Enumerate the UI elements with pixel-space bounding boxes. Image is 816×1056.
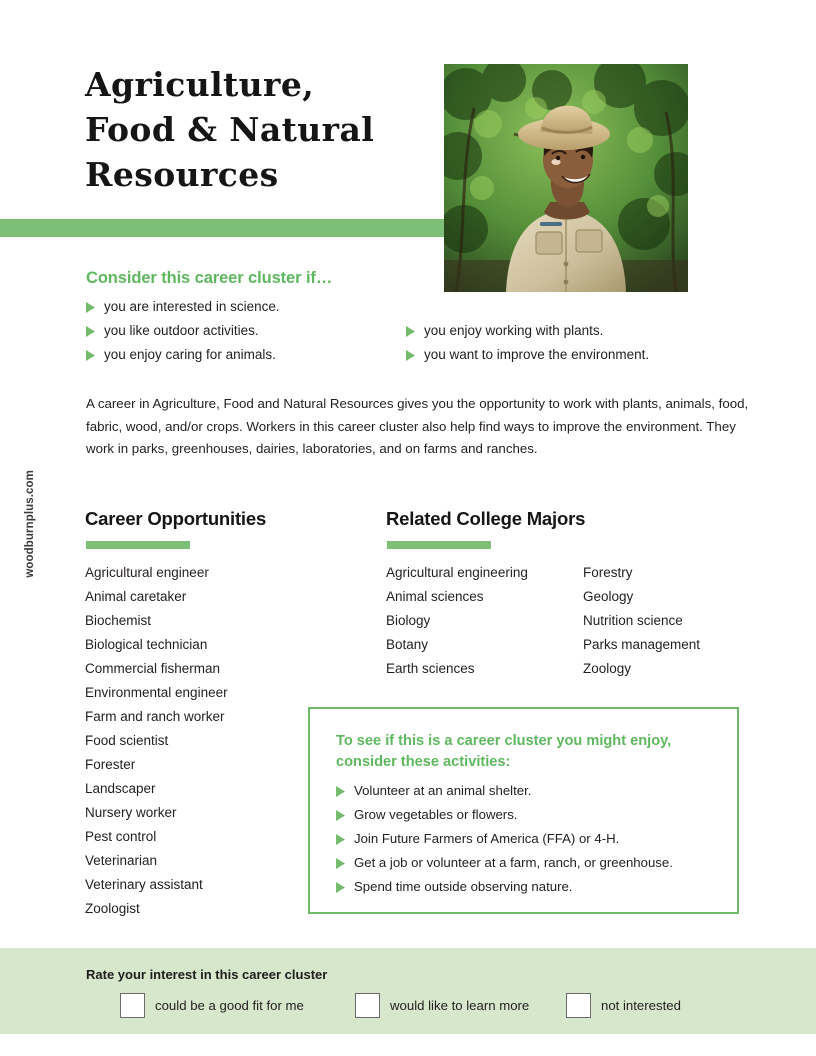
- rating-option-learn-more[interactable]: [355, 993, 529, 1018]
- list-item: Nutrition science: [583, 613, 683, 628]
- list-item: Botany: [386, 637, 429, 652]
- rating-option-not-interested[interactable]: [566, 993, 681, 1018]
- rating-option-label: could be a good fit for me: [155, 998, 304, 1013]
- list-item: Biochemist: [85, 613, 152, 628]
- rating-checkbox-learn-more[interactable]: [355, 993, 380, 1018]
- activities-callout-box: [308, 707, 739, 914]
- list-item: Forester: [85, 757, 136, 772]
- list-item: [336, 878, 726, 902]
- careers-heading-rule: [86, 541, 190, 549]
- list-item-label: Volunteer at an animal shelter.: [354, 783, 532, 798]
- consider-list-left: [86, 298, 396, 370]
- list-item: Farm and ranch worker: [85, 709, 225, 724]
- rating-option-good-fit[interactable]: [120, 993, 304, 1018]
- list-item: Zoologist: [85, 901, 140, 916]
- list-item: Animal sciences: [386, 589, 484, 604]
- list-item-label: you are interested in science.: [104, 299, 280, 314]
- list-item: Forestry: [583, 565, 633, 580]
- list-item: Agricultural engineer: [85, 565, 209, 580]
- majors-heading-rule: [387, 541, 491, 549]
- intro-paragraph: A career in Agriculture, Food and Natural Resources gives you the opportunity to work with plants, animals, food, fabric, wood, and/or crops. Workers in this career cluster also help find ways to improve the environment. They work in parks, greenhouses, dairies, laboratories, and on farms and ranches.: [86, 396, 749, 456]
- list-item: Nursery worker: [85, 805, 177, 820]
- list-item-label: Join Future Farmers of America (FFA) or 4-H.: [354, 831, 620, 846]
- rating-option-label: not interested: [601, 998, 681, 1013]
- majors-heading: Related College Majors: [386, 508, 586, 529]
- rating-checkbox-not-interested[interactable]: [566, 993, 591, 1018]
- triangle-bullet-icon: [336, 810, 345, 821]
- list-item-label: you want to improve the environment.: [424, 347, 650, 362]
- list-item: Environmental engineer: [85, 685, 228, 700]
- triangle-bullet-icon: [336, 882, 345, 893]
- majors-list-column-b: [583, 561, 773, 681]
- list-item: Parks management: [583, 637, 701, 652]
- list-item: Food scientist: [85, 733, 169, 748]
- page-title: [85, 62, 455, 197]
- triangle-bullet-icon: [86, 350, 95, 361]
- list-item-label: you like outdoor activities.: [104, 323, 259, 338]
- triangle-bullet-icon: [336, 834, 345, 845]
- list-item: [336, 782, 726, 806]
- title-divider-rule: [0, 219, 444, 237]
- list-item: [86, 346, 396, 370]
- list-item: [336, 854, 726, 878]
- list-item: [336, 830, 726, 854]
- list-item: Zoology: [583, 661, 632, 676]
- careers-heading: Career Opportunities: [85, 508, 267, 529]
- list-item-label: Spend time outside observing nature.: [354, 879, 573, 894]
- rating-option-label: would like to learn more: [390, 998, 530, 1013]
- list-item: Landscaper: [85, 781, 156, 796]
- rating-checkbox-good-fit[interactable]: [120, 993, 145, 1018]
- list-item-label: you enjoy caring for animals.: [104, 347, 276, 362]
- list-item: [406, 322, 736, 346]
- list-item-label: Get a job or volunteer at a farm, ranch, or greenhouse.: [354, 855, 673, 870]
- list-item: Animal caretaker: [85, 589, 187, 604]
- consider-list-right: [406, 322, 736, 370]
- triangle-bullet-icon: [336, 858, 345, 869]
- list-item: Geology: [583, 589, 634, 604]
- list-item: [336, 806, 726, 830]
- rating-band: [0, 948, 816, 1034]
- list-item: Commercial fisherman: [85, 661, 221, 676]
- list-item: Agricultural engineering: [386, 565, 528, 580]
- site-credit: woodburnplus.com: [24, 470, 36, 578]
- page-title-line-3: Resources: [85, 155, 279, 194]
- majors-list-column-a: [386, 561, 576, 681]
- activities-list: [336, 782, 726, 902]
- triangle-bullet-icon: [86, 302, 95, 313]
- list-item: Veterinary assistant: [85, 877, 203, 892]
- list-item: Earth sciences: [386, 661, 475, 676]
- consider-heading: Consider this career cluster if…: [86, 269, 333, 287]
- hero-photo-illustration: [444, 64, 688, 292]
- activities-title: To see if this is a career cluster you might enjoy, consider these activities:: [336, 733, 672, 770]
- triangle-bullet-icon: [336, 786, 345, 797]
- list-item: [86, 322, 396, 346]
- list-item: Pest control: [85, 829, 157, 844]
- hero-photo-park-ranger: [444, 64, 688, 292]
- page-title-line-2: Food & Natural: [85, 110, 375, 149]
- triangle-bullet-icon: [86, 326, 95, 337]
- list-item: Biological technician: [85, 637, 208, 652]
- triangle-bullet-icon: [406, 350, 415, 361]
- list-item: Veterinarian: [85, 853, 158, 868]
- rating-title: Rate your interest in this career cluster: [86, 967, 328, 982]
- page-title-line-1: Agriculture,: [85, 65, 315, 104]
- list-item-label: Grow vegetables or flowers.: [354, 807, 518, 822]
- triangle-bullet-icon: [406, 326, 415, 337]
- list-item: [406, 346, 736, 370]
- list-item: [86, 298, 396, 322]
- list-item: Biology: [386, 613, 431, 628]
- list-item-label: you enjoy working with plants.: [424, 323, 604, 338]
